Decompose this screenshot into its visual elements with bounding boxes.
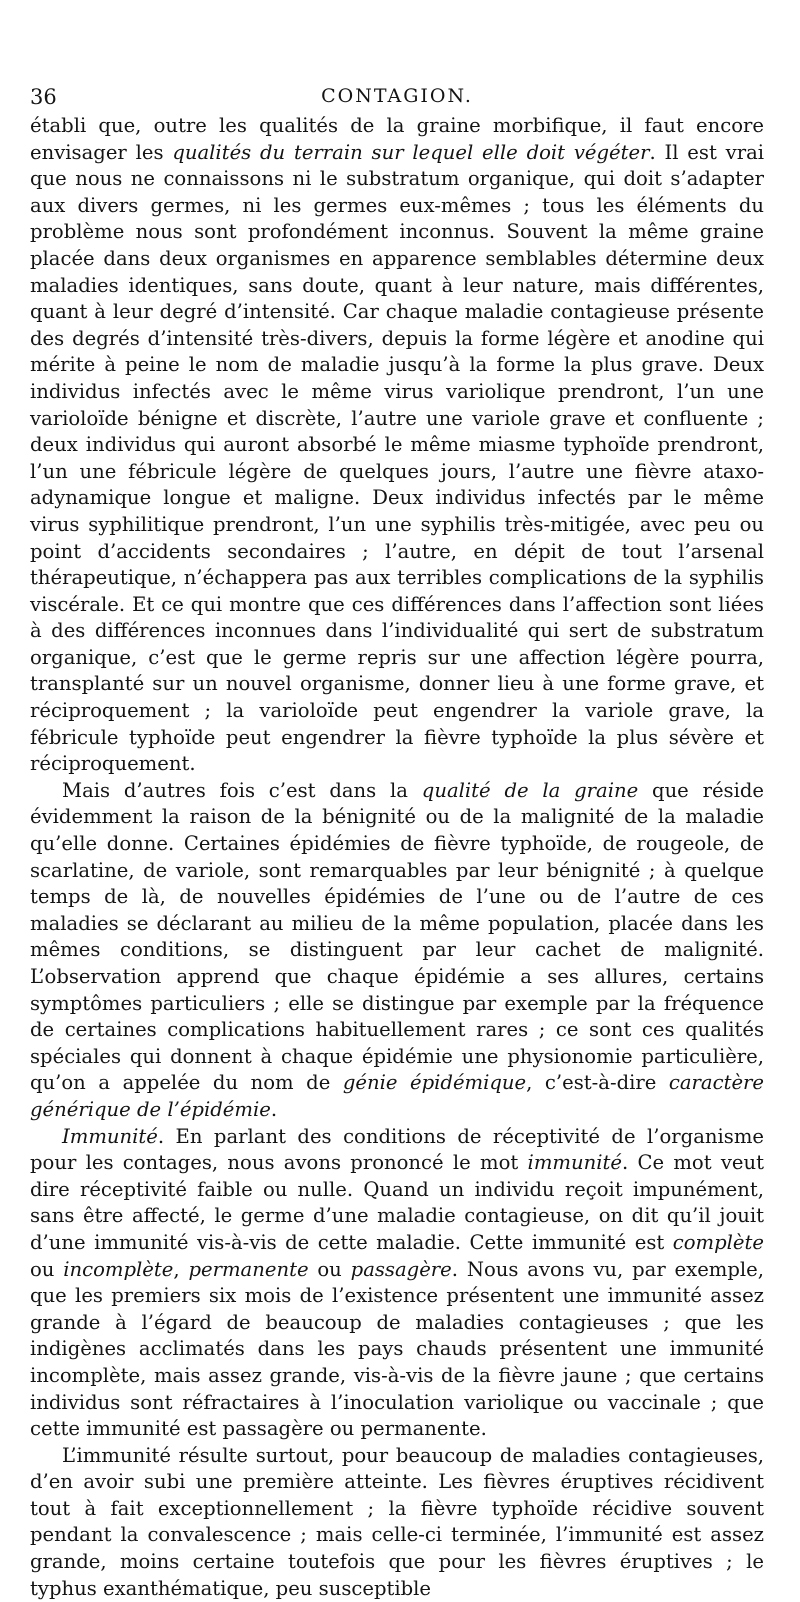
running-title: CONTAGION. — [321, 85, 473, 107]
running-head — [30, 85, 764, 111]
italic-text: permanente — [188, 1257, 309, 1281]
text-run: . Nous avons vu, par exemple, que les premiers six mois de l’existence présentent une immunité assez grande à l’égard de beaucoup de maladies contagieuses ; que les indigènes acclimatés dans les pays chauds présentent une immunité incomplète, mais assez grande, vis-à-vis de la fièvre jaune ; que certains individus sont réfractaires à l’inoculation variolique ou vaccinale ; que cette immunité est passagère ou permanente. — [30, 1257, 765, 1441]
text-run: ou — [30, 1257, 64, 1281]
italic-text: Immunité — [62, 1124, 158, 1148]
text-run: L’immunité résulte surtout, pour beaucoup de maladies contagieuses, d’en avoir subi une première atteinte. Les fièvres éruptives récidivent tout à fait exceptionnellement ; la fièvre typhoïde récidive souvent pendant la convalescence ; mais celle-ci terminée, l’immunité est assez grande, moins certaine toutefois que pour les fièvres éruptives ; le typhus exanthématique, peu susceptible — [30, 1443, 764, 1600]
paragraph — [30, 1443, 764, 1602]
text-run: , — [173, 1257, 189, 1281]
italic-text: incomplète — [63, 1257, 174, 1281]
text-run: établi que, outre les qualités de la graine morbifique, il faut encore envisager les — [30, 114, 764, 164]
text-run: . — [270, 1097, 278, 1121]
paragraph — [30, 778, 764, 1124]
text-run: . En parlant des conditions de réceptivité de l’organisme pour les contages, nous avons prononcé le mot — [30, 1124, 764, 1175]
page-number: 36 — [30, 85, 57, 109]
text-run: ou — [308, 1257, 351, 1281]
text-run: . Ce mot veut dire réceptivité faible ou nulle. Quand un individu reçoit impunément, sans être affecté, le germe d’une maladie contagieuse, on dit qu’il jouit d’une immunité vis-à-vis de cette maladie. Cette immunité est — [30, 1151, 764, 1254]
italic-text: génie épidémique — [342, 1071, 527, 1095]
paragraph — [30, 113, 764, 778]
text-run: . Il est vrai que nous ne connaissons ni le substratum organique, qui doit s’adapter aux divers germes, ni les germes eux-mêmes ; tous les éléments du problème nous sont profondément inconnus. Souvent la même graine placée dans deux organismes en apparence semblables détermine deux maladies identiques, sans doute, quant à leur nature, mais différentes, quant à leur degré d’intensité. Car chaque maladie contagieuse présente des degrés d’intensité très-divers, depuis la forme légère et anodine qui mérite à peine le nom de maladie jusqu’à la forme la plus grave. Deux individus infectés avec le même virus variolique prendront, l’un une varioloïde bénigne et discrète, l’autre une variole grave et confluente ; deux individus qui auront absorbé le même miasme typhoïde prendront, l’un une fébricule légère de quelques jours, l’autre une fièvre ataxo-adynamique longue et maligne. Deux individus infectés par le même virus syphilitique prendront, l’un une syphilis très-mitigée, avec peu ou point d’accidents secondaires ; l’autre, en dépit de tout l’arsenal thérapeutique, n’échappera pas aux terribles complications de la syphilis viscérale. Et ce qui montre que ces différences dans l’affection sont liées à des différences inconnues dans l’individualité qui sert de substratum organique, c’est que le germe repris sur une affection légère pourra, transplanté sur un nouvel organisme, donner lieu à une forme grave, et réciproquement ; la varioloïde peut engendrer la variole grave, la fébricule typhoïde peut engendrer la fièvre typhoïde la plus sévère et réciproquement. — [30, 140, 765, 776]
paragraph — [30, 1124, 764, 1443]
body-text — [30, 113, 764, 1602]
italic-text: immunité — [527, 1151, 622, 1175]
text-run: que réside évidemment la raison de la bénignité ou de la malignité de la maladie qu’elle donne. Certaines épidémies de fièvre typhoïde, de rougeole, de scarlatine, de variole, sont remarquables par leur bénignité ; à quelque temps de là, de nouvelles épidémies de l’une ou de l’autre de ces maladies se déclarant au milieu de la même population, placée dans les mêmes conditions, se distinguent par leur cachet de malignité. L’observation apprend que chaque épidémie a ses allures, certains symptômes particuliers ; elle se distingue par exemple par la fréquence de certaines complications habituellement rares ; ce sont ces qualités spéciales qui donnent à chaque épidémie une physionomie particulière, qu’on a appelée du nom de — [30, 778, 765, 1095]
italic-text: caractère générique de l’épidémie — [30, 1071, 764, 1121]
italic-text: qualités du terrain sur lequel elle doit végéter — [172, 140, 650, 164]
italic-text: complète — [672, 1230, 764, 1254]
italic-text: passagère — [350, 1257, 452, 1281]
italic-text: qualité de la graine — [421, 778, 639, 802]
text-run: , c’est-à-dire — [526, 1071, 669, 1095]
text-run: Mais d’autres fois c’est dans la — [62, 778, 422, 802]
